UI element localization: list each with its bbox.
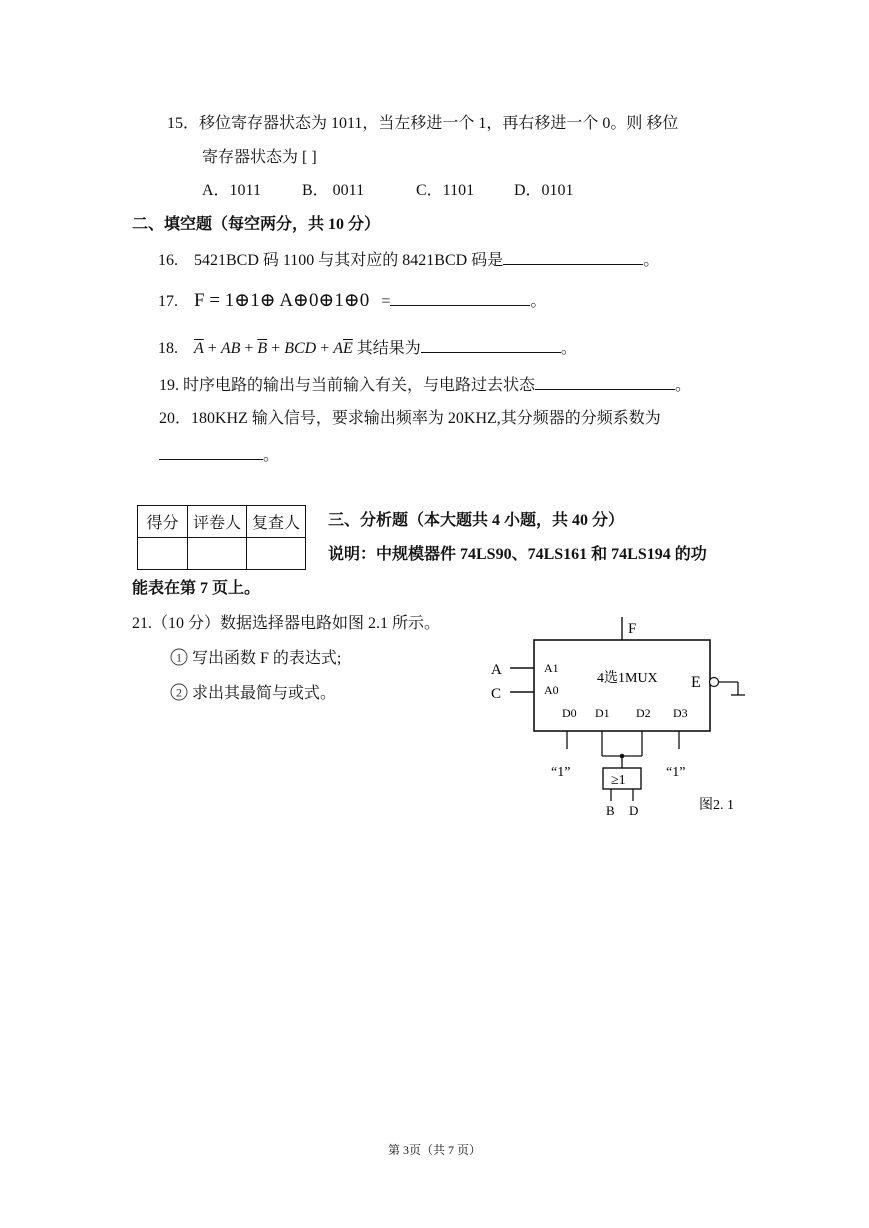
grader-cell[interactable] [188,538,247,570]
q17-end: 。 [530,293,547,310]
q19-answer-blank[interactable] [535,374,675,390]
q18-number: 18. [158,340,178,357]
circled-number-1 [170,648,188,666]
enable-bubble [710,678,719,687]
q15-option-b: B． 0011 [302,182,365,199]
q21-text: 21.（10 分）数据选择器电路如图 2.1 所示。 [132,615,441,632]
b-label: B [606,803,615,818]
circled-number-2 [170,683,188,701]
figure-caption: 图2. 1 [699,798,734,813]
q16-answer-blank[interactable] [503,249,643,265]
section3-note-line1: 说明：中规模器件 74LS90、74LS161 和 74LS194 的功 [328,546,707,563]
score-table [137,505,306,570]
a-input-label: A [491,662,502,678]
q18-expression: $\overline{A}$ + AB + $\overline{B}$ + BCD + $A\overline{E}$ [194,340,353,357]
e-label: E [691,674,701,691]
q19-text: 19. 时序电路的输出与当前输入有关，与电路过去状态 [159,377,536,394]
q17-equals: = [377,293,391,310]
section2-title: 二、填空题（每空两分，共 10 分） [132,216,381,233]
section3-title: 三、分析题（本大题共 4 小题，共 40 分） [328,512,625,529]
constant-one-right: “1” [666,765,686,780]
q18-end: 。 [560,340,577,357]
q16 [158,249,659,271]
q15-line2: 寄存器状态为 [ ] [202,149,317,166]
section3-note-line2: 能表在第 7 页上。 [132,580,261,597]
f-label: F [628,621,637,637]
q15-option-c: C．1101 [416,182,475,199]
score-header-reviewer: 复查人 [247,506,306,538]
q17-answer-blank[interactable] [390,290,530,306]
svg-text:2: 2 [176,685,182,700]
q18-answer-blank[interactable] [421,337,561,353]
q21-item1 [170,648,341,669]
d2-label: D2 [636,706,651,720]
q16-number: 16. [158,252,178,269]
score-header-grader: 评卷人 [188,506,247,538]
mux-title: 4选1MUX [597,671,658,686]
score-header-score: 得分 [138,506,188,538]
score-cell[interactable] [138,538,188,570]
q18-suffix: 其结果为 [352,340,421,357]
svg-text:1: 1 [176,650,182,665]
q20-end: 。 [263,447,280,464]
d-label: D [629,803,639,818]
q16-end: 。 [643,252,660,269]
c-input-label: C [491,686,502,702]
q21-item2 [170,683,336,704]
q19 [159,374,691,396]
q20-line1: 20．180KHZ 输入信号，要求输出频率为 20KHZ,其分频器的分频系数为 [159,410,661,427]
d0-label: D0 [562,706,577,720]
a1-label: A1 [544,661,559,675]
q17 [158,290,546,312]
q21-item1-text: 写出函数 F 的表达式; [192,650,342,667]
q20-line2 [159,444,279,466]
q15-option-a: A．1011 [202,182,261,199]
page-footer: 第 3页（共 7 页） [387,1143,481,1157]
d1-label: D1 [595,706,610,720]
a0-label: A0 [544,683,559,697]
q15-option-d: D．0101 [514,182,574,199]
q21-item2-text: 求出其最简与或式。 [192,685,337,702]
q18 [158,337,577,359]
q20-answer-blank[interactable] [159,444,263,460]
q17-expression: F = 1⊕1⊕ A⊕0⊕1⊕0 [194,290,370,311]
constant-one-left: “1” [551,765,571,780]
q16-text: 5421BCD 码 1100 与其对应的 8421BCD 码是 [194,252,504,269]
q15-line1: 15．移位寄存器状态为 1011，当左移进一个 1，再右移进一个 0。则 移位 [167,115,679,132]
q17-number: 17. [158,293,178,310]
d3-label: D3 [673,706,688,720]
reviewer-cell[interactable] [247,538,306,570]
q19-end: 。 [675,377,692,394]
mux-circuit-diagram [480,610,770,825]
or-gate-label: ≥1 [611,773,626,788]
